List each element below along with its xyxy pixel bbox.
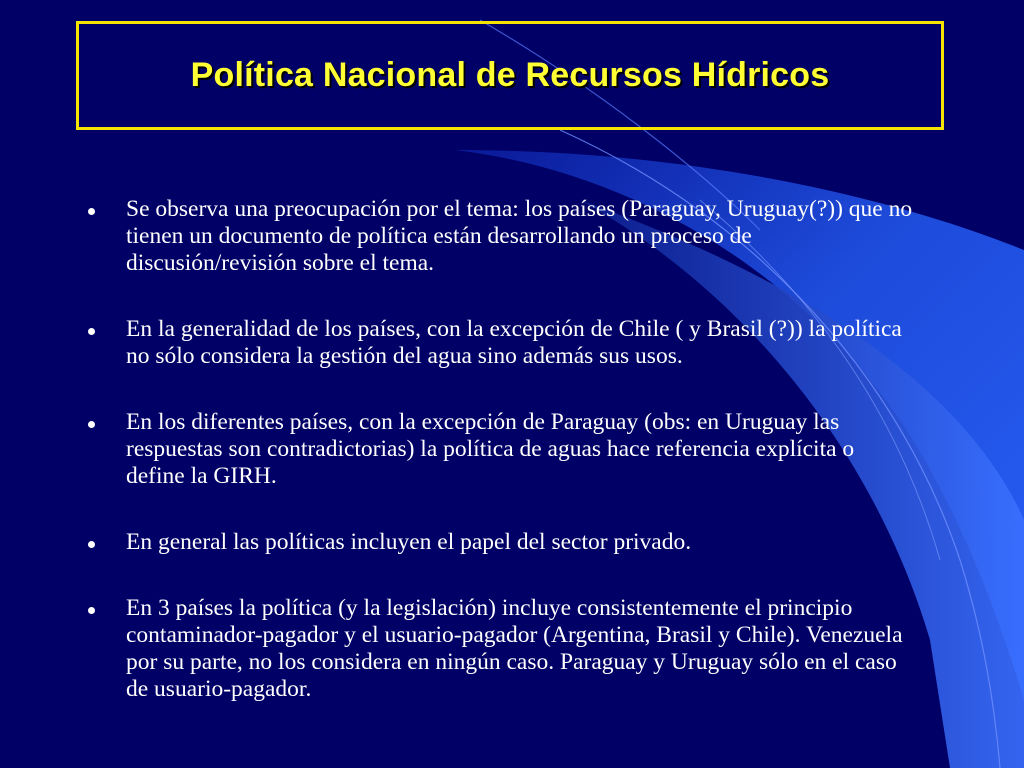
bullet-dot-icon [88, 541, 95, 548]
bullet-text: En los diferentes países, con la excepción de Paraguay (obs: en Uruguay las respuestas son contradictorias) la política de aguas hace referencia explícita o define la GIRH. [126, 409, 855, 489]
bullet-dot-icon [88, 328, 95, 335]
bullet-item [84, 316, 914, 370]
bullet-item [84, 409, 914, 490]
bullet-dot-icon [88, 208, 95, 215]
bullet-text: En 3 países la política (y la legislación) incluye consistentemente el principio contaminador-pagador y el usuario-pagador (Argentina, Brasil y Chile). Venezuela por su parte, no los considera en ningún caso. Paraguay y Uruguay sólo en el caso de usuario-pagador. [126, 595, 903, 702]
slide-title: Política Nacional de Recursos Hídricos [190, 56, 830, 94]
title-box [76, 21, 944, 130]
bullet-list [84, 196, 914, 703]
bullet-text: Se observa una preocupación por el tema: los países (Paraguay, Uruguay(?)) que no tienen un documento de política están desarrollando un proceso de discusión/revisión sobre el tema. [126, 196, 913, 276]
bullet-text: En general las políticas incluyen el papel del sector privado. [126, 529, 692, 555]
bullet-dot-icon [88, 607, 95, 614]
bullet-item [84, 529, 914, 556]
bullet-item [84, 196, 914, 277]
bullet-item [84, 595, 914, 703]
bullet-dot-icon [88, 421, 95, 428]
bullet-text: En la generalidad de los países, con la excepción de Chile ( y Brasil (?)) la política no sólo considera la gestión del agua sino además sus usos. [126, 316, 902, 369]
